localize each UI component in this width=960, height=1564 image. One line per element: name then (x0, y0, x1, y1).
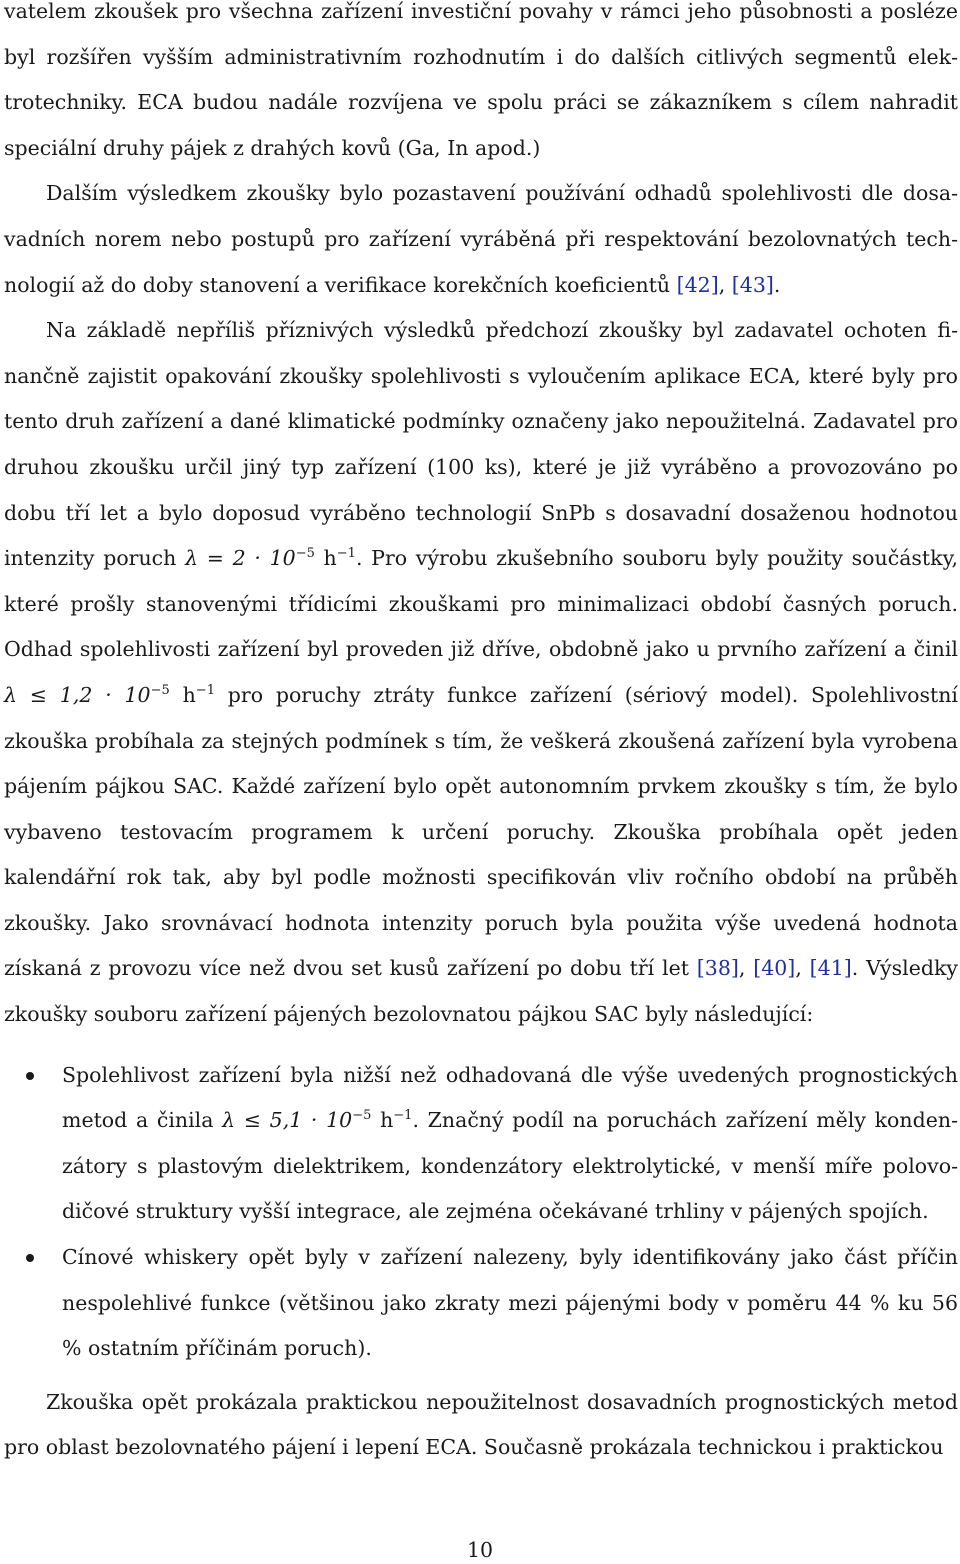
citation-link[interactable]: [40] (753, 956, 796, 981)
bullet-icon (26, 1254, 34, 1262)
citation-link[interactable]: [41] (809, 956, 852, 981)
citation-link[interactable]: [42] (676, 272, 719, 297)
citation-link[interactable]: [43] (731, 272, 774, 297)
list-item: Spolehlivost zařízení byla nižší než odhadovaná dle výše uvedených prognostických metod a činila $\lambda \le 5,1 \cdot 10^{-5}$ $h^{-1}$. Značný podíl na poruchách zařízení měly kondenzátory s plastovým dielektrikem, kondenzátory elektrolytické, v menší míře polovodičové struktury vyšší integrace, ale zejména očekávané trhliny v pájených spojích. (4, 1053, 958, 1235)
paragraph-text: Zkouška opět prokázala praktickou nepoužitelnost dosavadních prognostických metod pro oblast bezolovnatého pájení i lepení ECA. Současně prokázala technickou i praktickou (4, 1389, 958, 1460)
paragraph-continued (4, 0, 958, 171)
results-list (4, 1053, 958, 1372)
paragraph-estimates: Dalším výsledkem zkoušky bylo pozastavení používání odhadů spolehlivosti dle dosavadních norem nebo postupů pro zařízení vyráběná při respektování bezolovnatých technologií až do doby stanovení a verifikace korekčních koeficientů [42], [43]. (4, 181, 958, 297)
paragraph-text: . Pro výrobu zkušebního souboru byly použity součástky, které prošly stanovenými třídicími zkouškami pro minimalizaci období časných poruch. Odhad spolehlivosti zařízení byl proveden již dříve, obdobně jako u prvního zařízení a činil (4, 546, 958, 662)
paragraph-text: Na základě nepříliš příznivých výsledků předchozí zkoušky byl zadavatel ochoten finančně zajistit opakování zkoušky spolehlivosti s vyloučením aplikace ECA, které byly pro tento druh zařízení a dané klimatické podmínky označeny jako nepoužitelná. Zadavatel pro druhou zkoušku určil jiný typ zařízení (100 ks), které je již vyráběno a provozováno po dobu tří let a bylo doposud vyráběno technologií SnPb s dosavadní dosaženou hodnotou intenzity poruch (4, 318, 958, 571)
paragraph-text: pro poruchy ztráty funkce zařízení (sériový model). Spolehlivostní zkouška probíhala za stejných podmínek s tím, že veškerá zkoušená zařízení byla vyrobena pájením pájkou SAC. Každé zařízení bylo opět autonomním prvkem zkoušky s tím, že bylo vybaveno testovacím programem k určení poruchy. Zkouška probíhala opět jeden kalendářní rok tak, aby byl podle možnosti specifikován vliv ročního období na průběh zkoušky. Jako srovnávací hodnota intenzity poruch byla použita výše uvedená hodnota získaná z provozu více než dvou set kusů zařízení po dobu tří let (4, 682, 958, 981)
bullet-icon (26, 1072, 34, 1080)
math-failure-rate: $\lambda = 2 \cdot 10^{-5}$ $h^{-1}$ (185, 546, 356, 571)
paragraph-text: vatelem zkoušek pro všechna zařízení investiční povahy v rámci jeho působnosti a posléze byl rozšířen vyšším administrativním rozhodnutím i do dalších citlivých segmentů elektrotechniky. ECA budou nadále rozvíjena ve spolu práci se zákazníkem s cílem nahradit speciální druhy pájek z drahých kovů (Ga, In apod.) (4, 0, 958, 160)
paragraph-text: . Výsledky zkoušky souboru zařízení pájených bezolovnatou pájkou SAC byly následující: (4, 956, 958, 1027)
paragraph-text: Dalším výsledkem zkoušky bylo pozastavení používání odhadů spolehlivosti dle dosavadních norem nebo postupů pro zařízení vyráběná při respektování bezolovnatých technologií až do doby stanovení a verifikace korekčních koeficientů (4, 181, 958, 297)
page-number: 10 (466, 1538, 494, 1562)
list-item: Cínové whiskery opět byly v zařízení nalezeny, byly identifikovány jako část příčin nespolehlivé funkce (většinou jako zkraty mezi pájenými body v poměru 44 % ku 56 % ostatním příčinám poruch). (4, 1235, 958, 1372)
paragraph-conclusion (4, 1380, 958, 1471)
citation-link[interactable]: [38] (696, 956, 739, 981)
math-failure-rate: $\lambda \le 5,1 \cdot 10^{-5}$ $h^{-1}$ (222, 1108, 413, 1133)
math-failure-rate: $\lambda \le 1,2 \cdot 10^{-5}$ $h^{-1}$ (4, 682, 215, 707)
paragraph-second-test: Na základě nepříliš příznivých výsledků předchozí zkoušky byl zadavatel ochoten finančně zajistit opakování zkoušky spolehlivosti s vyloučením aplikace ECA, které byly pro tento druh zařízení a dané klimatické podmínky označeny jako nepoužitelná. Zadavatel pro druhou zkoušku určil jiný typ zařízení (100 ks), které je již vyráběno a provozováno po dobu tří let a bylo doposud vyráběno technologií SnPb s dosavadní dosaženou hodnotou intenzity poruch $\lambda = 2 \cdot 10^{-5}$ $h^{-1}$. Pro výrobu zkušebního souboru byly použity součástky, které prošly stanovenými třídicími zkouškami pro minimalizaci období časných poruch. Odhad spolehlivosti zařízení byl proveden již dříve, obdobně jako u prvního zařízení a činil $\lambda \le 1,2 \cdot 10^{-5}$ $h^{-1}$ pro poruchy ztráty funkce zařízení (sériový model). Spolehlivostní zkouška probíhala za stejných podmínek s tím, že veškerá zkoušená zařízení byla vyrobena pájením pájkou SAC. Každé zařízení bylo opět autonomním prvkem zkoušky s tím, že bylo vybaveno testovacím programem k určení poruchy. Zkouška probíhala opět jeden kalendářní rok tak, aby byl podle možnosti specifikován vliv ročního období na průběh zkoušky. Jako srovnávací hodnota intenzity poruch byla použita výše uvedená hodnota získaná z provozu více než dvou set kusů zařízení po dobu tří let [38], [40], [41]. Výsledky zkoušky souboru zařízení pájených bezolovnatou pájkou SAC byly následující: (4, 318, 958, 1027)
document-page (4, 0, 958, 1471)
